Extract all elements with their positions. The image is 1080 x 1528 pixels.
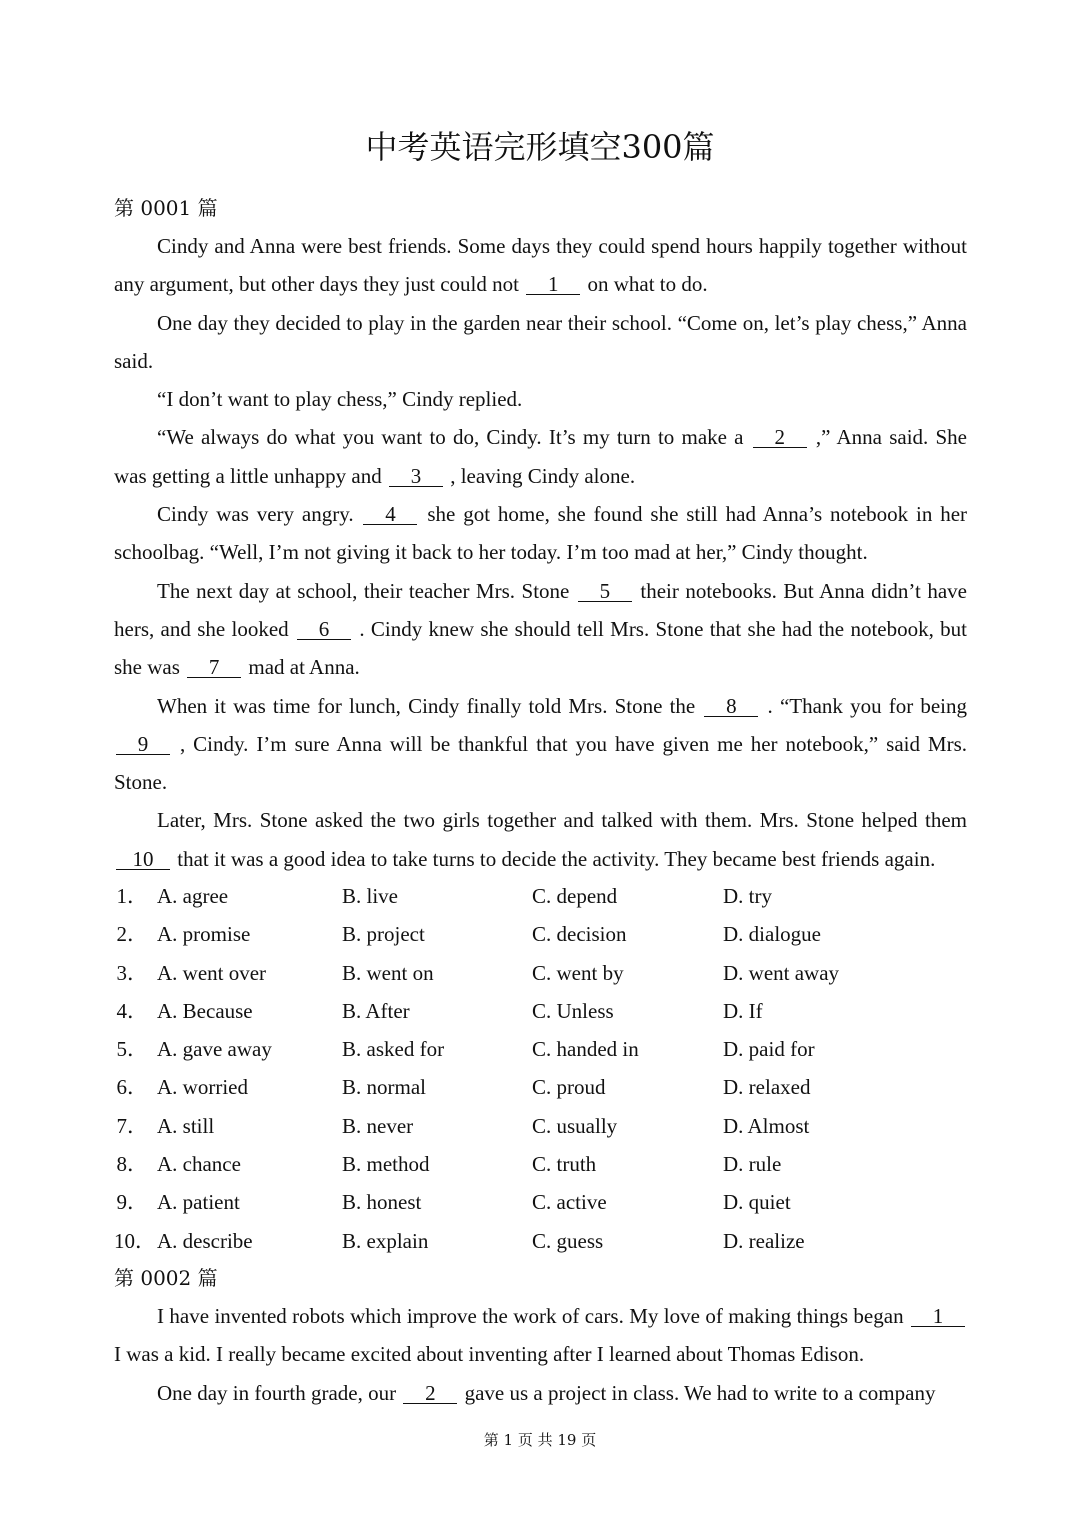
question-row — [114, 1107, 967, 1145]
paragraph-text: When it was time for lunch, Cindy finally told Mrs. Stone the — [157, 693, 696, 718]
option-a: A. worried — [157, 1075, 248, 1100]
paragraph-text: The next day at school, their teacher Mrs. Stone — [157, 578, 570, 603]
option-a: A. gave away — [157, 1037, 272, 1062]
paragraph-text: One day in fourth grade, our — [157, 1380, 397, 1405]
question-row — [114, 1030, 967, 1068]
option-a: A. promise — [157, 922, 251, 947]
paragraph — [114, 418, 967, 495]
question-row — [114, 877, 967, 915]
paragraph — [114, 572, 967, 687]
option-d: D. realize — [723, 1228, 805, 1253]
option-d: D. dialogue — [723, 922, 821, 947]
paragraph-text: One day they decided to play in the garden near their school. “Come on, let’s play chess,” Anna said. — [114, 310, 967, 373]
option-b: B. method — [342, 1152, 430, 1177]
option-a: A. chance — [157, 1152, 241, 1177]
option-d: D. relaxed — [723, 1075, 811, 1100]
option-d: D. Almost — [723, 1113, 810, 1138]
question-row — [114, 1145, 967, 1183]
paragraph — [114, 1374, 967, 1412]
question-number: 2． — [116, 922, 148, 947]
paragraph-text: mad at Anna. — [248, 655, 360, 680]
paragraph-text: she got home, she found she still had Anna’s notebook in her schoolbag. “Well, I’m not giving it back to her today. I’m too mad at her,” Cindy thought. — [114, 502, 968, 565]
question-number: 8． — [116, 1152, 148, 1177]
question-row — [114, 954, 967, 992]
option-a: A. describe — [157, 1228, 253, 1253]
option-d: D. paid for — [723, 1037, 815, 1062]
option-b: B. asked for — [342, 1037, 445, 1062]
question-number: 6． — [116, 1075, 148, 1100]
option-b: B. never — [342, 1113, 414, 1138]
option-d: D. If — [723, 998, 763, 1023]
option-b: B. honest — [342, 1190, 422, 1215]
paragraph-text: , leaving Cindy alone. — [450, 463, 636, 488]
question-number: 9． — [116, 1190, 148, 1215]
paragraph — [114, 227, 967, 304]
question-row — [114, 1183, 967, 1221]
option-c: C. truth — [532, 1152, 597, 1177]
option-d: D. try — [723, 884, 772, 908]
option-a: A. agree — [157, 884, 229, 908]
blank-2: 2 — [403, 1383, 457, 1404]
option-c: C. usually — [532, 1113, 618, 1138]
passage-1-options — [114, 877, 967, 1260]
question-row — [114, 992, 967, 1030]
option-a: A. patient — [157, 1190, 240, 1215]
blank-4: 4 — [363, 504, 417, 525]
paragraph-text: Later, Mrs. Stone asked the two girls together and talked with them. Mrs. Stone helped them — [157, 808, 967, 833]
paragraph-text: Cindy and Anna were best friends. Some days they could spend hours happily together without any argument, but other days they just could not — [114, 234, 967, 297]
passage-1-heading: 第 0001 篇 — [114, 196, 218, 220]
paragraph — [114, 1297, 967, 1374]
blank-1: 1 — [526, 274, 580, 295]
option-b: B. went on — [342, 960, 434, 985]
paragraph — [114, 495, 967, 572]
paragraph — [114, 304, 967, 381]
page-footer: 第 1 页 共 19 页 — [483, 1431, 597, 1449]
option-c: C. depend — [532, 884, 618, 908]
paragraph — [114, 801, 967, 878]
question-number: 5． — [116, 1037, 148, 1062]
blank-9: 9 — [116, 734, 170, 755]
option-b: B. After — [342, 998, 410, 1023]
paragraph-text: ,” Anna said. She was getting a little unhappy and — [114, 425, 967, 488]
option-a: A. still — [157, 1113, 215, 1138]
blank-7: 7 — [187, 657, 241, 678]
paragraph-text: I was a kid. I really became excited about inventing after I learned about Thomas Edison. — [114, 1342, 865, 1367]
paragraph-text: , Cindy. I’m sure Anna will be thankful that you have given me her notebook,” said Mrs. Stone. — [114, 731, 968, 795]
question-row — [114, 1068, 967, 1106]
option-c: C. went by — [532, 960, 624, 985]
option-b: B. normal — [342, 1075, 426, 1100]
blank-1: 1 — [911, 1306, 965, 1327]
blank-3: 3 — [389, 466, 443, 487]
option-c: C. Unless — [532, 998, 614, 1023]
blank-6: 6 — [297, 619, 351, 640]
paragraph-text: Cindy was very angry. — [157, 502, 354, 527]
blank-2: 2 — [753, 427, 807, 448]
passage-2-heading: 第 0002 篇 — [114, 1266, 218, 1290]
option-b: B. project — [342, 922, 425, 947]
option-d: D. quiet — [723, 1190, 791, 1215]
blank-8: 8 — [704, 696, 758, 717]
question-row — [114, 1222, 967, 1260]
question-number: 10． — [114, 1228, 156, 1253]
blank-10: 10 — [116, 849, 170, 870]
paragraph — [114, 687, 967, 802]
paragraph-text: on what to do. — [587, 272, 708, 297]
blank-5: 5 — [578, 581, 632, 602]
question-number: 3． — [116, 960, 148, 985]
option-c: C. handed in — [532, 1037, 639, 1062]
option-c: C. proud — [532, 1075, 606, 1100]
option-b: B. live — [342, 884, 398, 908]
document-title: 中考英语完形填空300篇 — [365, 128, 715, 166]
paragraph-text: . “Thank you for being — [767, 693, 968, 718]
question-number: 4． — [116, 998, 148, 1023]
question-row — [114, 915, 967, 953]
question-number: 7． — [116, 1113, 148, 1138]
paragraph-text: . Cindy knew she should tell Mrs. Stone that she had the notebook, but she was — [114, 616, 968, 680]
paragraph-text: their notebooks. But Anna didn’t have hers, and she looked — [114, 578, 968, 641]
paragraph-text: “We always do what you want to do, Cindy. It’s my turn to make a — [157, 425, 744, 450]
option-c: C. guess — [532, 1228, 604, 1253]
paragraph-text: “I don’t want to play chess,” Cindy replied. — [157, 387, 523, 412]
paragraph — [114, 380, 967, 418]
paragraph-text: gave us a project in class. We had to write to a company — [464, 1380, 936, 1405]
question-number: 1． — [116, 884, 148, 908]
option-c: C. decision — [532, 922, 627, 947]
option-c: C. active — [532, 1190, 607, 1215]
option-b: B. explain — [342, 1228, 429, 1253]
paragraph-text: I have invented robots which improve the work of cars. My love of making things began — [157, 1304, 904, 1328]
option-a: A. went over — [157, 960, 267, 985]
option-a: A. Because — [157, 998, 253, 1023]
option-d: D. rule — [723, 1152, 782, 1177]
passage-2-text — [114, 1297, 967, 1412]
paragraph-text: that it was a good idea to take turns to decide the activity. They became best friends again. — [177, 846, 936, 871]
option-d: D. went away — [723, 960, 840, 985]
passage-1-text — [114, 227, 967, 878]
